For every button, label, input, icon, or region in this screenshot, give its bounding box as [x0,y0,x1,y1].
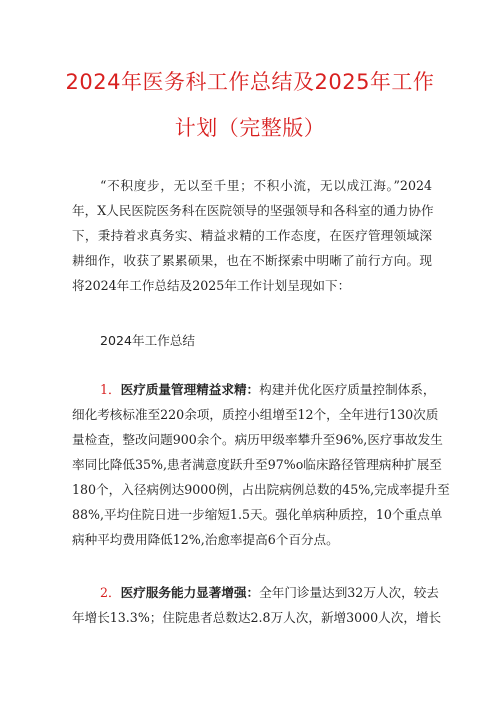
item-2-title: 医疗服务能力显著增强： [120,585,260,600]
item-2-line: 年增长13.3%；住院患者总数达2.8万人次，新增3000人次，增长 [72,610,442,625]
item-1-line: 细化考核标准至220余项，质控小组增至12个，全年进行130次质 [72,407,439,422]
intro-line: 将2024年工作总结及2025年工作计划呈现如下： [72,278,351,293]
item-1-text: 构建并优化医疗质量控制体系， [259,382,436,397]
item-1-line: 88%,平均住院日进一步缩短1.5天。强化单病种质控，10个重点单 [72,507,443,522]
item-2-number: 2． [100,585,121,600]
intro-line: 耕细作，收获了累累硕果，也在不断探索中明晰了前行方向。现 [72,253,432,268]
item-1-line: 病种平均费用降低12%,治愈率提高6个百分点。 [72,532,339,547]
item-1-line: 率同比降低35%,患者满意度跃升至97%o临床路径管理病种扩展至 [72,457,442,472]
section-heading: 2024年工作总结 [100,333,196,348]
item-1-first-line [100,382,436,398]
item-1-title: 医疗质量管理精益求精： [120,382,260,397]
intro-line: 下，秉持着求真务实、精益求精的工作态度，在医疗管理领域深 [72,228,432,243]
item-1-line: 量检查，整改问题900余个。病历甲级率攀升至96%,医疗事故发生 [72,432,443,447]
intro-line: 年，X人民医院医务科在医院领导的坚强领导和各科室的通力协作 [72,203,434,218]
item-1-line: 180个，入径病例达9000例，占出院病例总数的45%,完成率提升至 [72,482,450,497]
item-2-first-line [100,585,439,601]
document-title-line-2: 计划（完整版） [174,116,326,140]
item-1-number: 1． [100,382,121,397]
intro-line: “不积度步，无以至千里；不积小流，无以成江海。”2024 [100,178,432,193]
item-2-text: 全年门诊量达到32万人次，较去 [259,585,439,600]
document-title-line-1: 2024年医务科工作总结及2025年工作 [65,70,435,94]
